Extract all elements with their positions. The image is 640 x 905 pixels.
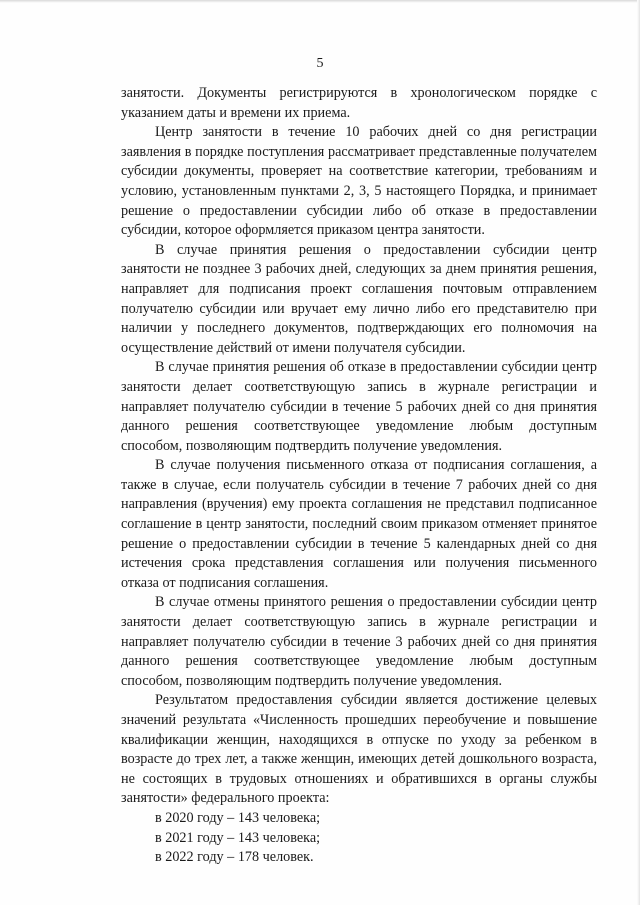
paragraph-6: В случае отмены принятого решения о предоставлении субсидии центр занятости делает соответствующую запись в журнале регистрации и направляет получателю субсидии в течение 3 рабочих дней со дня принятия данного решения соответствующее уведомление любым доступным способом, позволяющим подтвердить получение уведомления.	[121, 594, 597, 689]
paragraph-1: занятости. Документы регистрируются в хронологическом порядке с указанием даты и времени их приема.	[121, 85, 597, 121]
paragraph-4: В случае принятия решения об отказе в предоставлении субсидии центр занятости делает соответствующую запись в журнале регистрации и направляет получателю субсидии в течение 5 рабочих дней со дня принятия данного решения соответствующее уведомление любым доступным способом, позволяющим подтвердить получение уведомления.	[121, 359, 597, 454]
target-2021: в 2021 году – 143 человека;	[155, 829, 321, 846]
scan-edge-top	[0, 0, 640, 3]
target-2022: в 2022 году – 178 человек.	[155, 849, 314, 866]
paragraph-5: В случае получения письменного отказа от подписания соглашения, а также в случае, если получатель субсидии в течение 7 рабочих дней со дня направления (вручения) ему проекта соглашения не представил подписанное соглашение в центр занятости, последний своим приказом отменяет принятое решение о предоставлении субсидии в течение 5 календарных дней со дня истечения срока представления соглашения или получения письменного отказа от подписания соглашения.	[121, 457, 597, 591]
document-body	[121, 84, 597, 868]
paragraph-3: В случае принятия решения о предоставлении субсидии центр занятости не позднее 3 рабочих дней, следующих за днем принятия решения, направляет для подписания проект соглашения почтовым отправлением получателю субсидии или вручает ему лично либо его представителю при наличии у последнего документов, подтверждающих его полномочия на осуществление действий от имени получателя субсидии.	[121, 241, 597, 356]
paragraph-2: Центр занятости в течение 10 рабочих дней со дня регистрации заявления в порядке поступления рассматривает представленные получателем субсидии документы, проверяет на соответствие категории, требованиям и условию, установленным пунктами 2, 3, 5 настоящего Порядка, и принимает решение о предоставлении субсидии либо об отказе в предоставлении субсидии, которое оформляется приказом центра занятости.	[121, 124, 597, 239]
page-number: 5	[316, 56, 324, 71]
target-2020: в 2020 году – 143 человека;	[155, 809, 321, 826]
paragraph-7: Результатом предоставления субсидии является достижение целевых значений результата «Численность прошедших переобучение и повышение квалификации женщин, находящихся в отпуске по уходу за ребенком в возрасте до трех лет, а также женщин, имеющих детей дошкольного возраста, не состоящих в трудовых отношениях и обратившихся в органы службы занятости» федерального проекта:	[121, 692, 597, 807]
